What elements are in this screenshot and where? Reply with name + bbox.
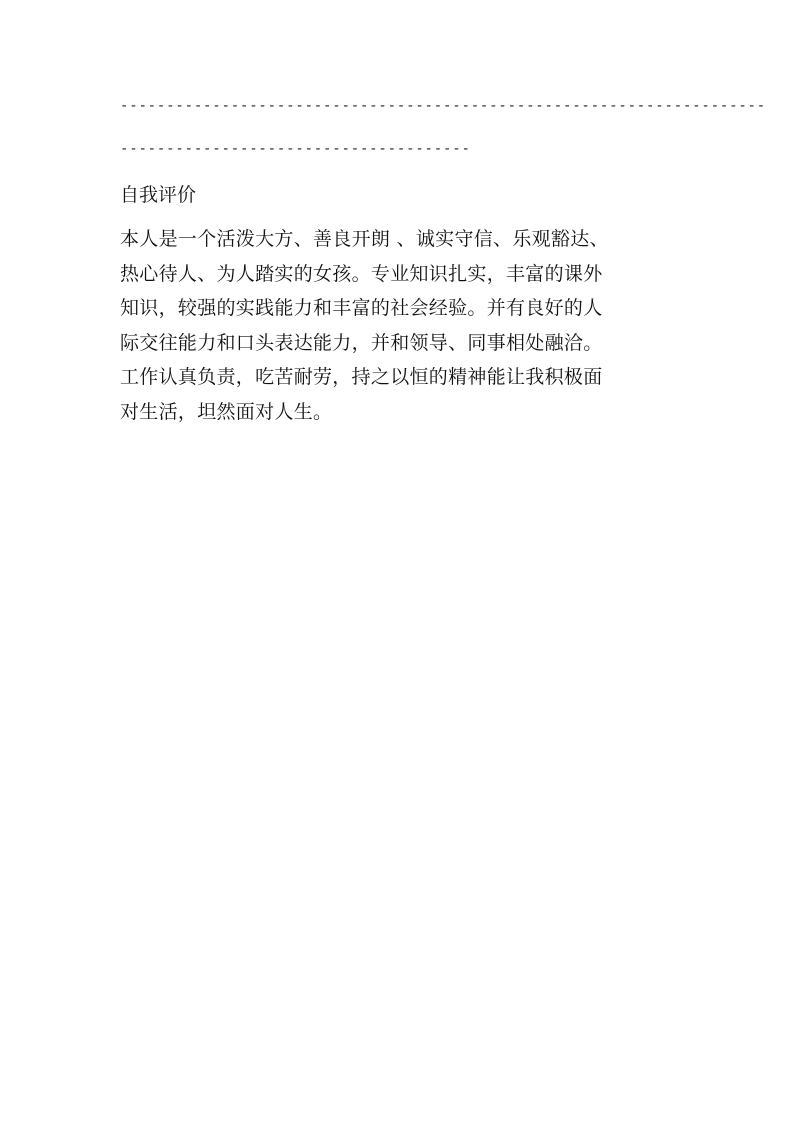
paragraph-line: 知识，较强的实践能力和丰富的社会经验。并有良好的人: [120, 297, 603, 319]
paragraph-line: 本人是一个活泼大方、善良开朗 、诚实守信、乐观豁达、: [120, 228, 609, 250]
paragraph-line: 际交往能力和口头表达能力，并和领导、同事相处融洽。: [120, 331, 603, 354]
paragraph-line: 热心待人、为人踏实的女孩。专业知识扎实，丰富的课外: [120, 262, 603, 285]
section-title: 自我评价: [120, 184, 197, 206]
separator-line: ----------------------------------------------------------------------: [120, 98, 767, 114]
self-evaluation-paragraph: [120, 222, 680, 429]
separator-line: --------------------------------------: [120, 141, 471, 157]
paragraph-line: 工作认真负责，吃苦耐劳，持之以恒的精神能让我积极面: [120, 366, 603, 388]
paragraph-line: 对生活，坦然面对人生。: [120, 400, 333, 423]
